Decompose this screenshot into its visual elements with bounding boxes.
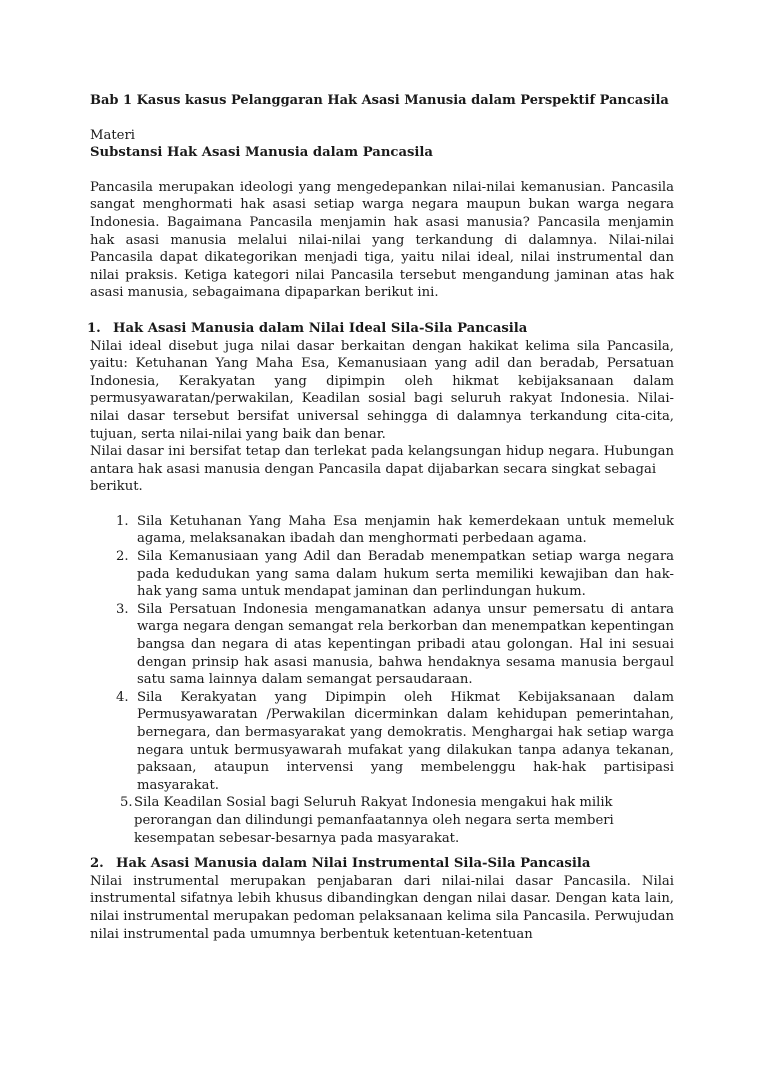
- list-item-text: Sila Kemanusiaan yang Adil dan Beradab menempatkan setiap warga negara pada kedudukan yang sama dalam hukum serta memiliki kewajiban dan hak-hak yang sama untuk mendapat jaminan dan perlindungan hukum.: [137, 549, 674, 600]
- list-item: [90, 548, 674, 601]
- list-item-text: Sila Kerakyatan yang Dipimpin oleh Hikmat Kebijaksanaan dalam Permusyawaratan /Perwakilan dicerminkan dalam kehidupan pemerintahan, bernegara, dan bermasyarakat yang demokratis. Menghargai hak setiap warga negara untuk bermusyawarah mufakat yang dilakukan tanpa adanya tekanan, paksaan, ataupun intervensi yang membelenggu hak-hak partisipasi masyarakat.: [137, 689, 674, 793]
- document-title: Bab 1 Kasus kasus Pelanggaran Hak Asasi Manusia dalam Perspektif Pancasila: [90, 93, 669, 108]
- section-1-paragraph-2: [90, 443, 674, 478]
- section-1-paragraph-1: Nilai ideal disebut juga nilai dasar berkaitan dengan hakikat kelima sila Pancasila, yaitu: Ketuhanan Yang Maha Esa, Kemanusiaan yang adil dan beradab, Persatuan Indonesia, Kerakyatan yang dipimpin oleh hikmat kebijaksanaan dalam permusyawaratan/perwakilan, Keadilan sosial bagi seluruh rakyat Indonesia. Nilai-nilai dasar tersebut bersifat universal sehingga di dalamnya terkandung cita-cita, tujuan, serta nilai-nilai yang baik dan benar.: [90, 338, 674, 442]
- list-item: [90, 794, 674, 847]
- list-item-text: Sila Persatuan Indonesia mengamanatkan adanya unsur pemersatu di antara warga negara dengan semangat rela berkorban dan menempatkan kepentingan bangsa dan negara di atas kepentingan pribadi atau golongan. Hal ini sesuai dengan prinsip hak asasi manusia, bahwa hendaknya sesama manusia bergaul satu sama lainnya dalam semangat persaudaraan.: [137, 601, 674, 688]
- list-item-text: Sila Ketuhanan Yang Maha Esa menjamin hak kemerdekaan untuk memeluk agama, melaksanakan ibadah dan menghormati perbedaan agama.: [137, 513, 674, 547]
- section-2-paragraph-1: Nilai instrumental merupakan penjabaran dari nilai-nilai dasar Pancasila. Nilai instrumental sifatnya lebih khusus dibandingkan dengan nilai dasar. Dengan kata lain, nilai instrumental merupakan pedoman pelaksanaan kelima sila Pancasila. Perwujudan nilai instrumental pada umumnya berbentuk ketentuan-ketentuan: [90, 873, 674, 942]
- list-item: [90, 689, 674, 795]
- section-2-number: 2.: [90, 856, 104, 872]
- section-2-heading: [90, 855, 674, 873]
- section-1-heading: [87, 320, 674, 338]
- section-2-title: Hak Asasi Manusia dalam Nilai Instrumental Sila-Sila Pancasila: [116, 856, 591, 872]
- section-1-title: Hak Asasi Manusia dalam Nilai Ideal Sila-Sila Pancasila: [113, 320, 528, 336]
- list-item-marker: 5.: [120, 795, 133, 811]
- list-item-marker: 1.: [116, 513, 129, 529]
- section-1-paragraph-3: berikut.: [90, 479, 143, 495]
- list-item: [90, 601, 674, 689]
- document-subtitle: Substansi Hak Asasi Manusia dalam Pancasila: [90, 145, 433, 161]
- section-1-paragraph-2-text: Nilai dasar ini bersifat tetap dan terlekat pada kelangsungan hidup negara. Hubungan antara hak asasi manusia dengan Pancasila dapat dijabarkan secara singkat sebagai: [90, 444, 674, 477]
- document-page: [87, 92, 674, 943]
- list-item-marker: 4.: [116, 689, 129, 705]
- list-item: [90, 513, 674, 548]
- sila-list: [90, 513, 674, 847]
- list-item-marker: 2.: [116, 549, 129, 565]
- list-item-text: Sila Keadilan Sosial bagi Seluruh Rakyat Indonesia mengakui hak milik perorangan dan dilindungi pemanfaatannya oleh negara serta memberi kesempatan sebesar-besarnya pada masyarakat.: [134, 795, 614, 846]
- section-1-number: 1.: [87, 320, 101, 336]
- materi-label: Materi: [90, 127, 135, 143]
- intro-paragraph: Pancasila merupakan ideologi yang mengedepankan nilai-nilai kemanusian. Pancasila sangat menghormati hak asasi setiap warga negara maupun bukan warga negara Indonesia. Bagaimana Pancasila menjamin hak asasi manusia? Pancasila menjamin hak asasi manusia melalui nilai-nilai yang terkandung di dalamnya. Nilai-nilai Pancasila dapat dikategorikan menjadi tiga, yaitu nilai ideal, nilai instrumental dan nilai praksis. Ketiga kategori nilai Pancasila tersebut mengandung jaminan atas hak asasi manusia, sebagaimana dipaparkan berikut ini.: [90, 179, 674, 301]
- list-item-marker: 3.: [116, 601, 129, 617]
